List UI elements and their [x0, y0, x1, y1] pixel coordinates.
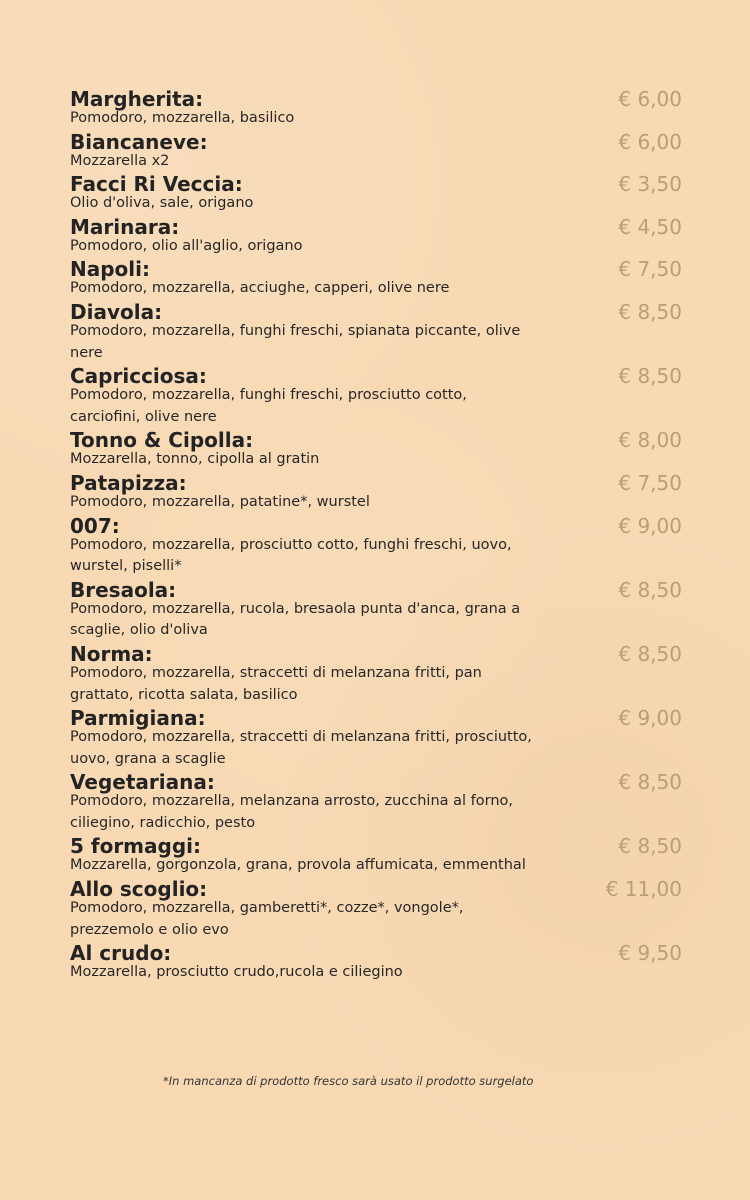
menu-item-007 [70, 514, 682, 578]
menu-item-name: Allo scoglio: [70, 877, 208, 902]
frozen-product-footnote: *In mancanza di prodotto fresco sarà usato il prodotto surgelato [163, 1074, 534, 1088]
menu-item-price: € 8,00 [618, 428, 682, 453]
menu-item-vegetariana [70, 770, 682, 834]
menu-item-parmigiana [70, 706, 682, 770]
menu-item-name: Parmigiana: [70, 706, 206, 731]
menu-item-name: Facci Ri Veccia: [70, 172, 243, 197]
menu-item-description: Pomodoro, mozzarella, melanzana arrosto, zucchina al forno, ciliegino, radicchio, pesto [70, 793, 514, 831]
menu-item-name: Diavola: [70, 299, 163, 324]
menu-item-name: Al crudo: [70, 941, 172, 966]
menu-item-name: Biancaneve: [70, 129, 208, 154]
menu-item-price: € 3,50 [618, 172, 682, 197]
menu-item-price: € 8,50 [618, 834, 682, 859]
menu-item-tonno-cipolla [70, 428, 682, 471]
pizza-menu-list [70, 87, 682, 984]
menu-item-description: Pomodoro, olio all'aglio, origano [70, 237, 303, 254]
menu-item-description: Pomodoro, mozzarella, funghi freschi, prosciutto cotto, carciofini, olive nere [70, 387, 467, 425]
menu-item-name: Margherita: [70, 87, 204, 111]
menu-item-description: Mozzarella, gorgonzola, grana, provola affumicata, emmenthal [70, 857, 526, 874]
menu-item-facci-ri-veccia [70, 172, 682, 215]
menu-item-price: € 8,50 [618, 577, 682, 602]
menu-item-description: Mozzarella, prosciutto crudo,rucola e ciliegino [70, 964, 403, 981]
menu-item-name: Norma: [70, 641, 153, 666]
menu-item-price: € 8,50 [618, 641, 682, 666]
menu-item-5-formaggi [70, 834, 682, 877]
menu-item-price: € 11,00 [605, 877, 682, 902]
menu-item-price: € 4,50 [618, 214, 682, 239]
menu-item-description: Pomodoro, mozzarella, straccetti di melanzana fritti, prosciutto, uovo, grana a scaglie [70, 729, 532, 767]
menu-item-name: Patapizza: [70, 470, 187, 495]
menu-item-description: Pomodoro, mozzarella, gamberetti*, cozze*, vongole*, prezzemolo e olio evo [70, 900, 464, 938]
menu-item-bresaola [70, 578, 682, 642]
menu-item-name: Vegetariana: [70, 770, 215, 795]
menu-item-price: € 9,50 [618, 941, 682, 966]
menu-item-name: 5 formaggi: [70, 834, 202, 859]
menu-item-diavola [70, 300, 682, 364]
menu-item-name: Marinara: [70, 214, 180, 239]
menu-item-price: € 7,50 [618, 257, 682, 282]
menu-item-price: € 8,50 [618, 364, 682, 389]
menu-item-price: € 9,00 [618, 513, 682, 538]
menu-item-allo-scoglio [70, 877, 682, 941]
menu-item-price: € 7,50 [618, 470, 682, 495]
menu-item-description: Mozzarella x2 [70, 152, 170, 169]
menu-item-price: € 6,00 [618, 129, 682, 154]
menu-item-description: Pomodoro, mozzarella, acciughe, capperi, olive nere [70, 280, 450, 297]
menu-item-biancaneve [70, 130, 682, 173]
menu-item-price: € 9,00 [618, 706, 682, 731]
menu-item-name: Capricciosa: [70, 364, 207, 389]
menu-item-margherita [70, 87, 682, 130]
menu-item-description: Mozzarella, tonno, cipolla al gratin [70, 451, 320, 468]
menu-item-patapizza [70, 471, 682, 514]
menu-item-price: € 8,50 [618, 770, 682, 795]
menu-item-price: € 8,50 [618, 299, 682, 324]
menu-item-description: Olio d'oliva, sale, origano [70, 195, 254, 212]
menu-item-description: Pomodoro, mozzarella, patatine*, wurstel [70, 493, 370, 510]
menu-item-napoli [70, 257, 682, 300]
menu-item-name: Bresaola: [70, 577, 177, 602]
menu-item-name: Tonno & Cipolla: [70, 428, 254, 453]
menu-item-description: Pomodoro, mozzarella, straccetti di melanzana fritti, pan grattato, ricotta salata, basilico [70, 664, 482, 703]
menu-item-description: Pomodoro, mozzarella, basilico [70, 110, 295, 126]
menu-item-capricciosa [70, 364, 682, 428]
menu-item-marinara [70, 215, 682, 258]
menu-item-description: Pomodoro, mozzarella, prosciutto cotto, funghi freschi, uovo, wurstel, piselli* [70, 536, 512, 575]
menu-item-description: Pomodoro, mozzarella, funghi freschi, spianata piccante, olive nere [70, 322, 521, 361]
menu-item-name: 007: [70, 513, 120, 538]
menu-item-description: Pomodoro, mozzarella, rucola, bresaola punta d'anca, grana a scaglie, olio d'oliva [70, 600, 521, 639]
menu-item-name: Napoli: [70, 257, 150, 282]
menu-item-price: € 6,00 [618, 87, 682, 111]
menu-item-al-crudo [70, 941, 682, 984]
menu-item-norma [70, 642, 682, 706]
